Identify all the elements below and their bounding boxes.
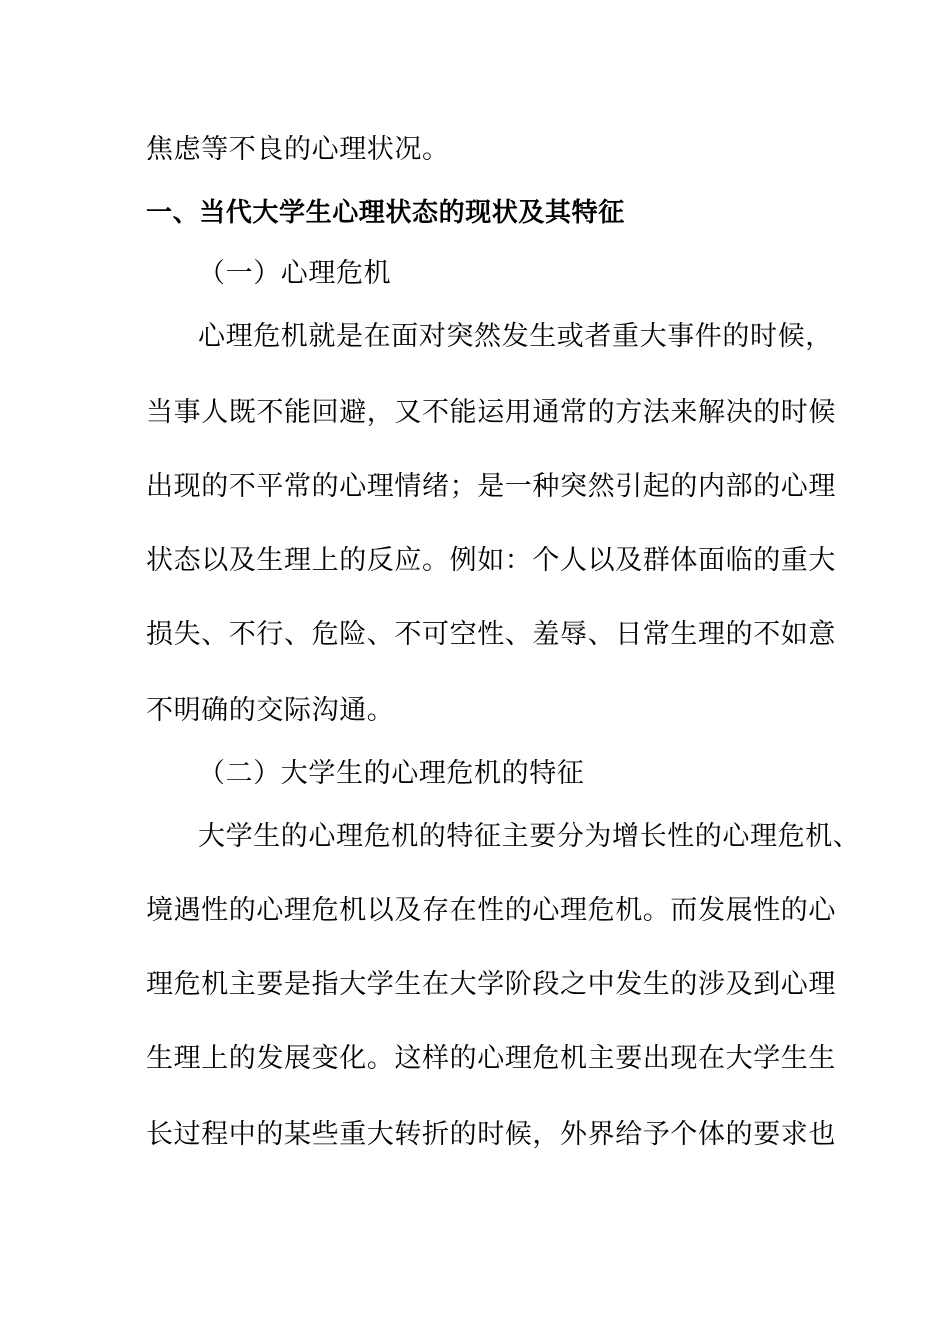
paragraph-line: 当事人既不能回避，又不能运用通常的方法来解决的时候 — [146, 397, 836, 428]
subsection-heading-1: （一）心理危机 — [198, 258, 392, 289]
subsection-heading-2: （二）大学生的心理危机的特征 — [198, 758, 585, 789]
paragraph-line: 状态以及生理上的反应。例如：个人以及群体面临的重大 — [146, 545, 836, 576]
paragraph-line: 生理上的发展变化。这样的心理危机主要出现在大学生生 — [146, 1043, 836, 1074]
paragraph-continuation: 焦虑等不良的心理状况。 — [146, 134, 450, 165]
section-heading: 一、当代大学生心理状态的现状及其特征 — [146, 198, 625, 228]
paragraph-line: 长过程中的某些重大转折的时候，外界给予个体的要求也 — [146, 1119, 836, 1150]
paragraph-line: 境遇性的心理危机以及存在性的心理危机。而发展性的心 — [146, 895, 836, 926]
paragraph-line: 不明确的交际沟通。 — [146, 695, 395, 726]
paragraph-line: 心理危机就是在面对突然发生或者重大事件的时候， — [198, 321, 833, 352]
paragraph-line: 出现的不平常的心理情绪；是一种突然引起的内部的心理 — [146, 471, 836, 502]
paragraph-line: 大学生的心理危机的特征主要分为增长性的心理危机、 — [198, 821, 861, 852]
paragraph-line: 理危机主要是指大学生在大学阶段之中发生的涉及到心理 — [146, 969, 836, 1000]
paragraph-line: 损失、不行、危险、不可空性、羞辱、日常生理的不如意 — [146, 619, 836, 650]
